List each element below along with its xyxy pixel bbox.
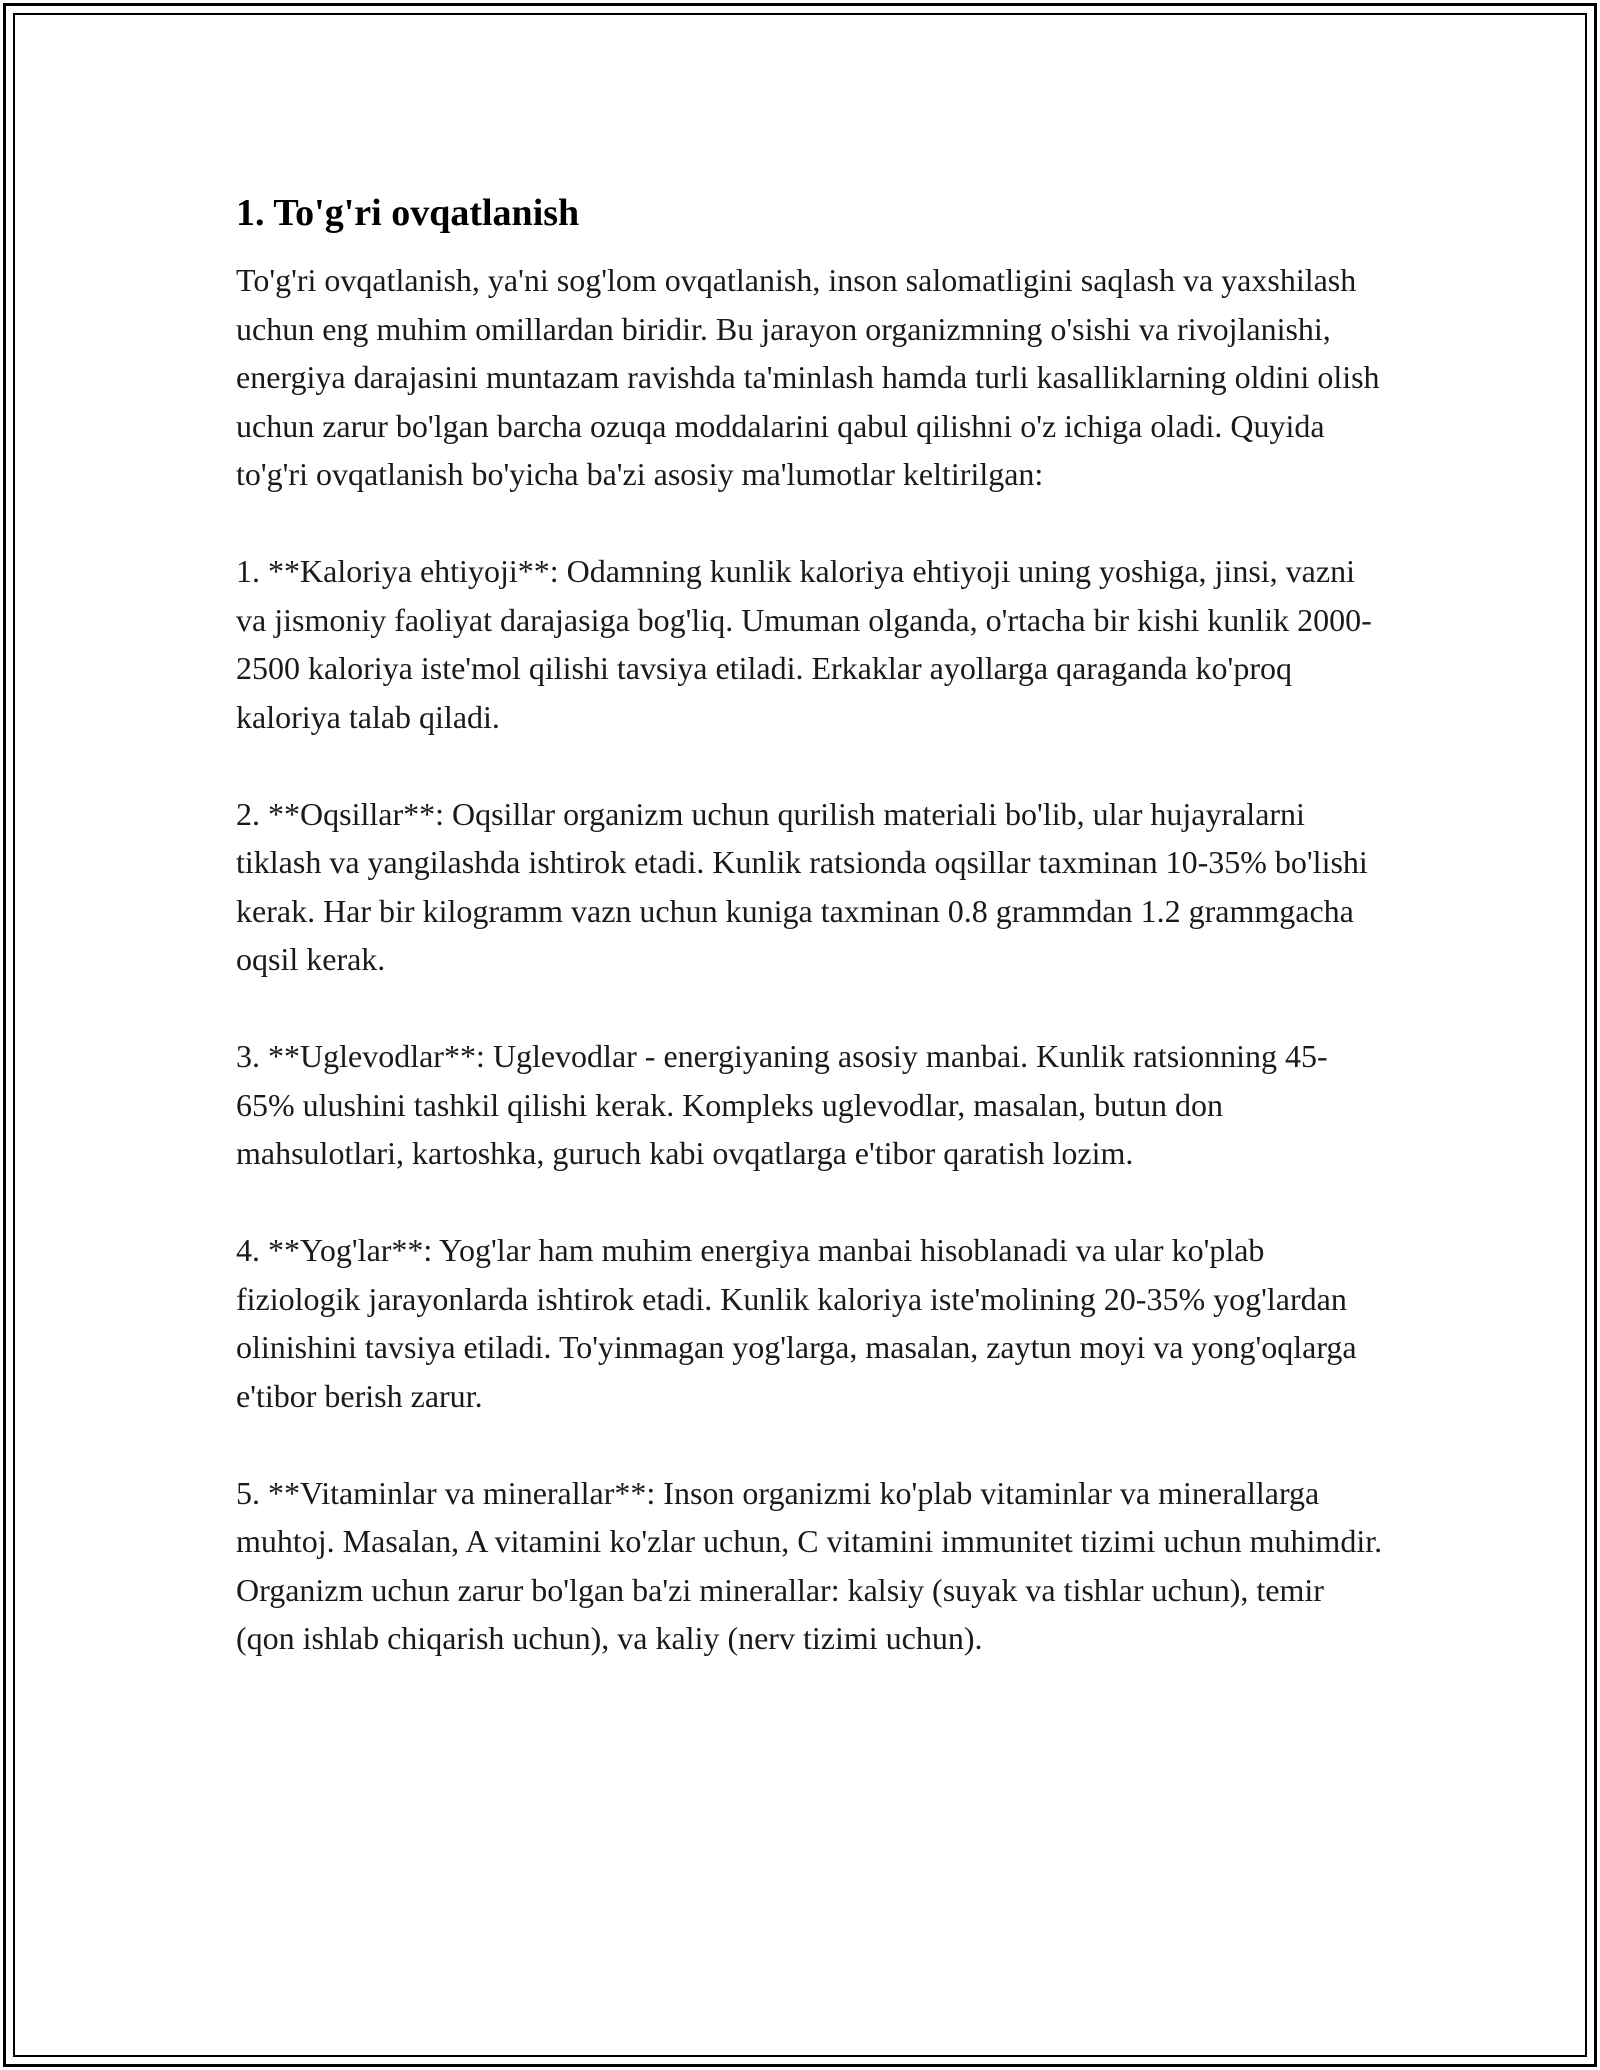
paragraph-intro: To'g'ri ovqatlanish, ya'ni sog'lom ovqatlanish, inson salomatligini saqlash va yaxshilash uchun eng muhim omillardan biridir. Bu jarayon organizmning o'sishi va rivojlanishi, energiya darajasini muntazam ravishda ta'minlash hamda turli kasalliklarning oldini olish uchun zarur bo'lgan barcha ozuqa moddalarini qabul qilishni o'z ichiga oladi. Quyida to'g'ri ovqatlanish bo'yicha ba'zi asosiy ma'lumotlar keltirilgan: <box>236 262 1380 492</box>
paragraph-carbohydrates: 3. **Uglevodlar**: Uglevodlar - energiyaning asosiy manbai. Kunlik ratsionning 45-65% ulushini tashkil qilishi kerak. Kompleks uglevodlar, masalan, butun don mahsulotlari, kartoshka, guruch kabi ovqatlarga e'tibor qaratish lozim. <box>236 1038 1328 1171</box>
document-content <box>236 188 1386 1711</box>
paragraph-proteins: 2. **Oqsillar**: Oqsillar organizm uchun qurilish materiali bo'lib, ular hujayralarni tiklash va yangilashda ishtirok etadi. Kunlik ratsionda oqsillar taxminan 10-35% bo'lishi kerak. Har bir kilogramm vazn uchun kuniga taxminan 0.8 grammdan 1.2 grammgacha oqsil kerak. <box>236 795 1368 977</box>
paragraph-vitamins-minerals: 5. **Vitaminlar va minerallar**: Inson organizmi ko'plab vitaminlar va minerallarga muhtoj. Masalan, A vitamini ko'zlar uchun, C vitamini immunitet tizimi uchun muhimdir. Organizm uchun zarur bo'lgan ba'zi minerallar: kalsiy (suyak va tishlar uchun), temir (qon ishlab chiqarish uchun), va kaliy (nerv tizimi uchun). <box>236 1474 1383 1656</box>
paragraph-calories: 1. **Kaloriya ehtiyoji**: Odamning kunlik kaloriya ehtiyoji uning yoshiga, jinsi, vazni va jismoniy faoliyat darajasiga bog'liq. Umuman olganda, o'rtacha bir kishi kunlik 2000-2500 kaloriya iste'mol qilishi tavsiya etiladi. Erkaklar ayollarga qaraganda ko'proq kaloriya talab qiladi. <box>236 553 1372 735</box>
document-title: 1. To'g'ri ovqatlanish <box>236 192 580 234</box>
paragraph-fats: 4. **Yog'lar**: Yog'lar ham muhim energiya manbai hisoblanadi va ular ko'plab fiziologik jarayonlarda ishtirok etadi. Kunlik kaloriya iste'molining 20-35% yog'lardan olinishini tavsiya etiladi. To'yinmagan yog'larga, masalan, zaytun moyi va yong'oqlarga e'tibor berish zarur. <box>236 1232 1357 1414</box>
